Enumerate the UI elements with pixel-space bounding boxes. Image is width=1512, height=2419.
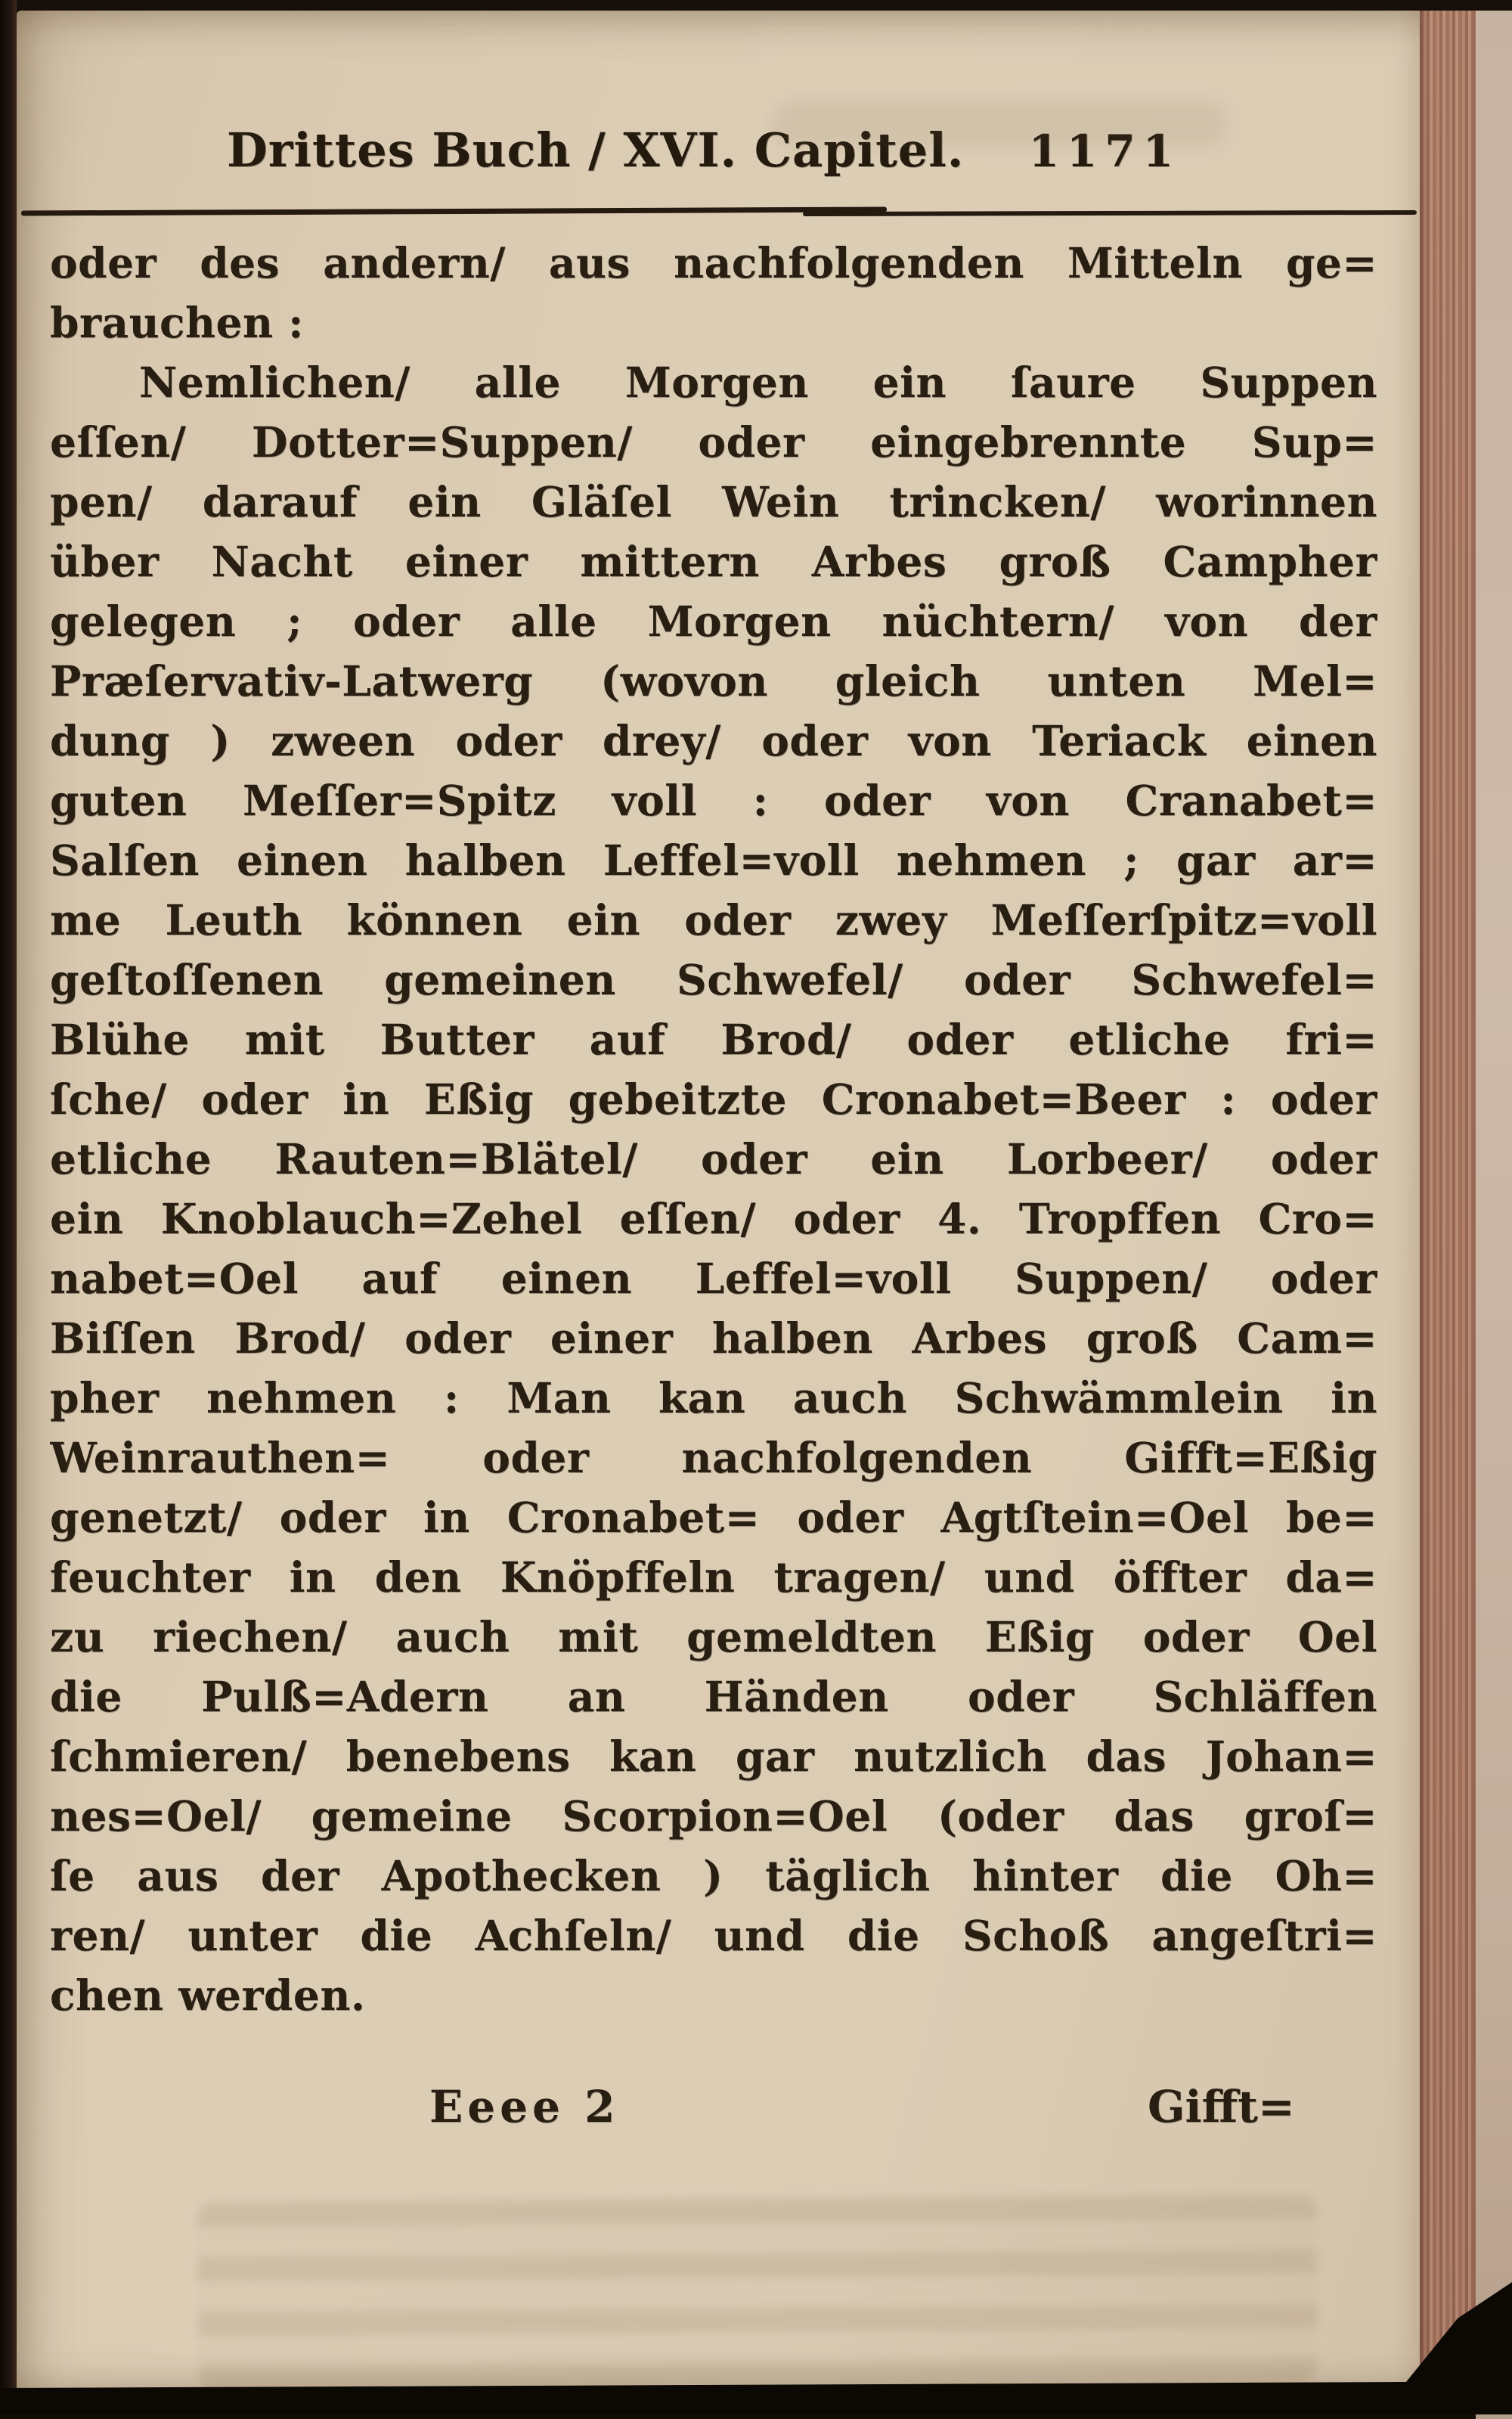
text-line: geſtoſſenen gemeinen Schwefel/ oder Schwefel= xyxy=(50,955,1377,1004)
text-line: Nemlichen/ alle Morgen ein ſaure Suppen xyxy=(139,358,1377,407)
text-line: guten Meſſer=Spitz voll : oder von Cranabet= xyxy=(50,776,1377,825)
text-line: über Nacht einer mittern Arbes groß Campher xyxy=(50,537,1377,586)
book-page xyxy=(17,11,1421,2390)
text-line: ren/ unter die Achſeln/ und die Schoß angeſtri= xyxy=(50,1911,1377,1960)
ink-bleedthrough xyxy=(773,101,1226,147)
book-board-edge xyxy=(1476,0,1512,2419)
text-line: feuchter in den Knöpffeln tragen/ und öffter da= xyxy=(50,1552,1377,1602)
text-line: brauchen : xyxy=(50,298,304,347)
book-fore-edge-pages xyxy=(1420,0,1479,2414)
text-line: Weinrauthen= oder nachfolgenden Gifft=Eßig xyxy=(50,1433,1377,1482)
text-line: dung ) zween oder drey/ oder von Teriack einen xyxy=(50,716,1377,765)
text-line: zu riechen/ auch mit gemeldten Eßig oder Oel xyxy=(50,1612,1377,1661)
text-line: die Pulß=Adern an Händen oder Schläffen xyxy=(50,1672,1377,1721)
text-line: nes=Oel/ gemeine Scorpion=Oel (oder das groſ= xyxy=(50,1791,1377,1841)
signature-mark: Eeee 2 xyxy=(429,2081,620,2132)
text-line: Blühe mit Butter auf Brod/ oder etliche fri= xyxy=(50,1015,1377,1064)
running-title: Drittes Buch / XVI. Capitel. xyxy=(227,123,965,178)
text-line: ein Knoblauch=Zehel eſſen/ oder 4. Tropffen Cro= xyxy=(50,1194,1377,1243)
page-number: 1171 xyxy=(1028,126,1181,177)
text-line: ſche/ oder in Eßig gebeitzte Cronabet=Beer : oder xyxy=(50,1075,1377,1124)
ink-bleedthrough xyxy=(197,2194,1318,2390)
text-line: etliche Rauten=Blätel/ oder ein Lorbeer/ oder xyxy=(50,1134,1377,1183)
text-line: oder des andern/ aus nachfolgenden Mitteln ge= xyxy=(50,238,1377,287)
text-line: ſe aus der Apothecken ) täglich hinter die Oh= xyxy=(50,1851,1377,1900)
body-text xyxy=(50,233,1377,2025)
text-line: ſchmieren/ benebens kan gar nutzlich das Johan= xyxy=(50,1732,1377,1781)
text-line: genetzt/ oder in Cronabet= oder Agtſtein=Oel be= xyxy=(50,1493,1377,1542)
text-line: me Leuth können ein oder zwey Meſſerſpitz=voll xyxy=(50,895,1377,944)
text-line: Salſen einen halben Leffel=voll nehmen ; gar ar= xyxy=(50,836,1377,885)
header-rule xyxy=(21,206,1417,218)
text-line: Præſervativ-Latwerg (wovon gleich unten Mel= xyxy=(50,656,1377,706)
page-footer xyxy=(50,2081,1377,2157)
text-line: eſſen/ Dotter=Suppen/ oder eingebrennte Sup= xyxy=(50,417,1377,467)
catchword: Gifft= xyxy=(1148,2081,1295,2132)
text-line: chen werden. xyxy=(50,1971,366,2020)
scan-background-top xyxy=(0,0,1512,11)
text-line: Biſſen Brod/ oder einer halben Arbes groß Cam= xyxy=(50,1313,1377,1363)
text-line: pen/ darauf ein Gläſel Wein trincken/ worinnen xyxy=(50,477,1377,526)
text-line: pher nehmen : Man kan auch Schwämmlein in xyxy=(50,1373,1377,1422)
text-line: nabet=Oel auf einen Leffel=voll Suppen/ oder xyxy=(50,1254,1377,1303)
text-line: gelegen ; oder alle Morgen nüchtern/ von der xyxy=(50,597,1377,646)
scan-background-left xyxy=(0,0,17,2414)
